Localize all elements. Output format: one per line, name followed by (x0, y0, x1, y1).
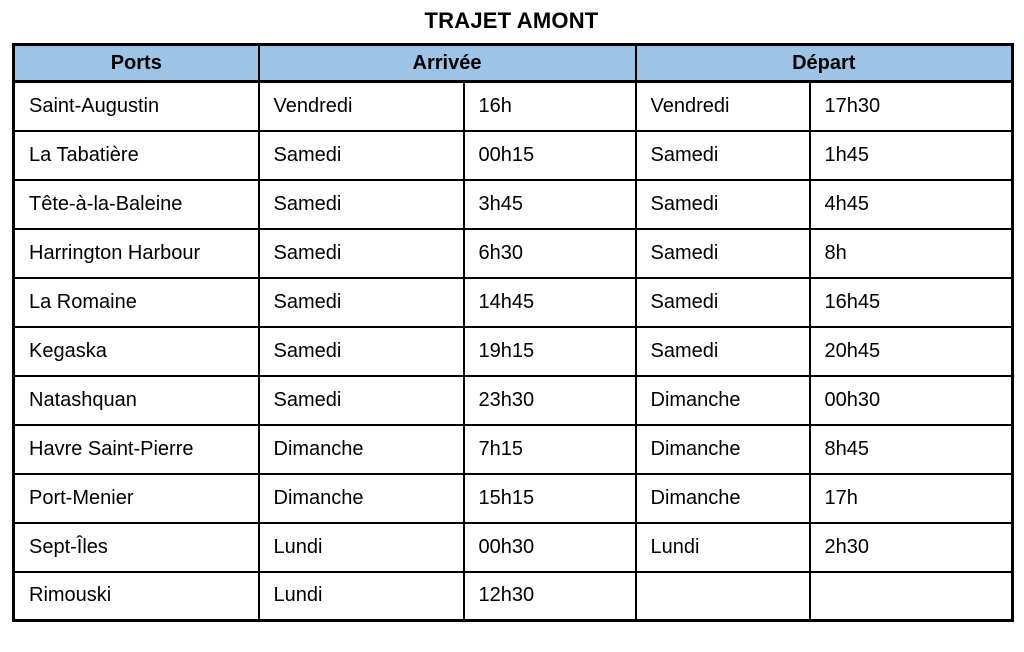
departure-time-cell: 1h45 (810, 131, 1013, 180)
table-row (14, 180, 1013, 229)
departure-day-cell: Dimanche (636, 376, 810, 425)
port-cell: Sept-Îles (14, 523, 259, 572)
port-cell: Harrington Harbour (14, 229, 259, 278)
header-arrivee: Arrivée (259, 45, 636, 82)
arrival-day-cell: Dimanche (259, 474, 464, 523)
port-cell: Port-Menier (14, 474, 259, 523)
schedule-table (12, 43, 1014, 622)
arrival-day-cell: Dimanche (259, 425, 464, 474)
arrival-time-cell: 16h (464, 82, 636, 131)
port-cell: Tête-à-la-Baleine (14, 180, 259, 229)
arrival-time-cell: 3h45 (464, 180, 636, 229)
departure-day-cell: Samedi (636, 327, 810, 376)
departure-day-cell (636, 572, 810, 621)
departure-day-cell: Dimanche (636, 474, 810, 523)
departure-day-cell: Lundi (636, 523, 810, 572)
arrival-time-cell: 7h15 (464, 425, 636, 474)
arrival-day-cell: Lundi (259, 523, 464, 572)
arrival-time-cell: 23h30 (464, 376, 636, 425)
port-cell: Natashquan (14, 376, 259, 425)
arrival-day-cell: Samedi (259, 229, 464, 278)
table-row (14, 523, 1013, 572)
arrival-time-cell: 00h15 (464, 131, 636, 180)
page-title: TRAJET AMONT (424, 8, 599, 33)
arrival-day-cell: Samedi (259, 278, 464, 327)
departure-time-cell: 8h45 (810, 425, 1013, 474)
arrival-day-cell: Samedi (259, 180, 464, 229)
port-cell: Saint-Augustin (14, 82, 259, 131)
departure-day-cell: Samedi (636, 229, 810, 278)
arrival-time-cell: 00h30 (464, 523, 636, 572)
table-row (14, 474, 1013, 523)
arrival-day-cell: Lundi (259, 572, 464, 621)
departure-time-cell: 20h45 (810, 327, 1013, 376)
departure-time-cell: 16h45 (810, 278, 1013, 327)
arrival-time-cell: 12h30 (464, 572, 636, 621)
arrival-time-cell: 19h15 (464, 327, 636, 376)
arrival-time-cell: 14h45 (464, 278, 636, 327)
schedule-table-body (14, 82, 1013, 621)
arrival-day-cell: Samedi (259, 327, 464, 376)
departure-day-cell: Vendredi (636, 82, 810, 131)
departure-time-cell (810, 572, 1013, 621)
arrival-day-cell: Samedi (259, 131, 464, 180)
departure-time-cell: 8h (810, 229, 1013, 278)
table-row (14, 278, 1013, 327)
table-row (14, 376, 1013, 425)
arrival-time-cell: 15h15 (464, 474, 636, 523)
departure-time-cell: 4h45 (810, 180, 1013, 229)
table-row (14, 82, 1013, 131)
port-cell: Rimouski (14, 572, 259, 621)
table-row (14, 572, 1013, 621)
table-row (14, 131, 1013, 180)
departure-day-cell: Samedi (636, 278, 810, 327)
departure-day-cell: Samedi (636, 180, 810, 229)
table-row (14, 229, 1013, 278)
departure-time-cell: 17h (810, 474, 1013, 523)
departure-day-cell: Dimanche (636, 425, 810, 474)
table-row (14, 327, 1013, 376)
schedule-table-header (14, 45, 1013, 82)
departure-day-cell: Samedi (636, 131, 810, 180)
port-cell: Havre Saint-Pierre (14, 425, 259, 474)
departure-time-cell: 2h30 (810, 523, 1013, 572)
header-ports: Ports (14, 45, 259, 82)
departure-time-cell: 17h30 (810, 82, 1013, 131)
header-depart: Départ (636, 45, 1013, 82)
table-row (14, 425, 1013, 474)
port-cell: Kegaska (14, 327, 259, 376)
arrival-day-cell: Samedi (259, 376, 464, 425)
header-row (14, 45, 1013, 82)
port-cell: La Tabatière (14, 131, 259, 180)
departure-time-cell: 00h30 (810, 376, 1013, 425)
port-cell: La Romaine (14, 278, 259, 327)
arrival-time-cell: 6h30 (464, 229, 636, 278)
arrival-day-cell: Vendredi (259, 82, 464, 131)
